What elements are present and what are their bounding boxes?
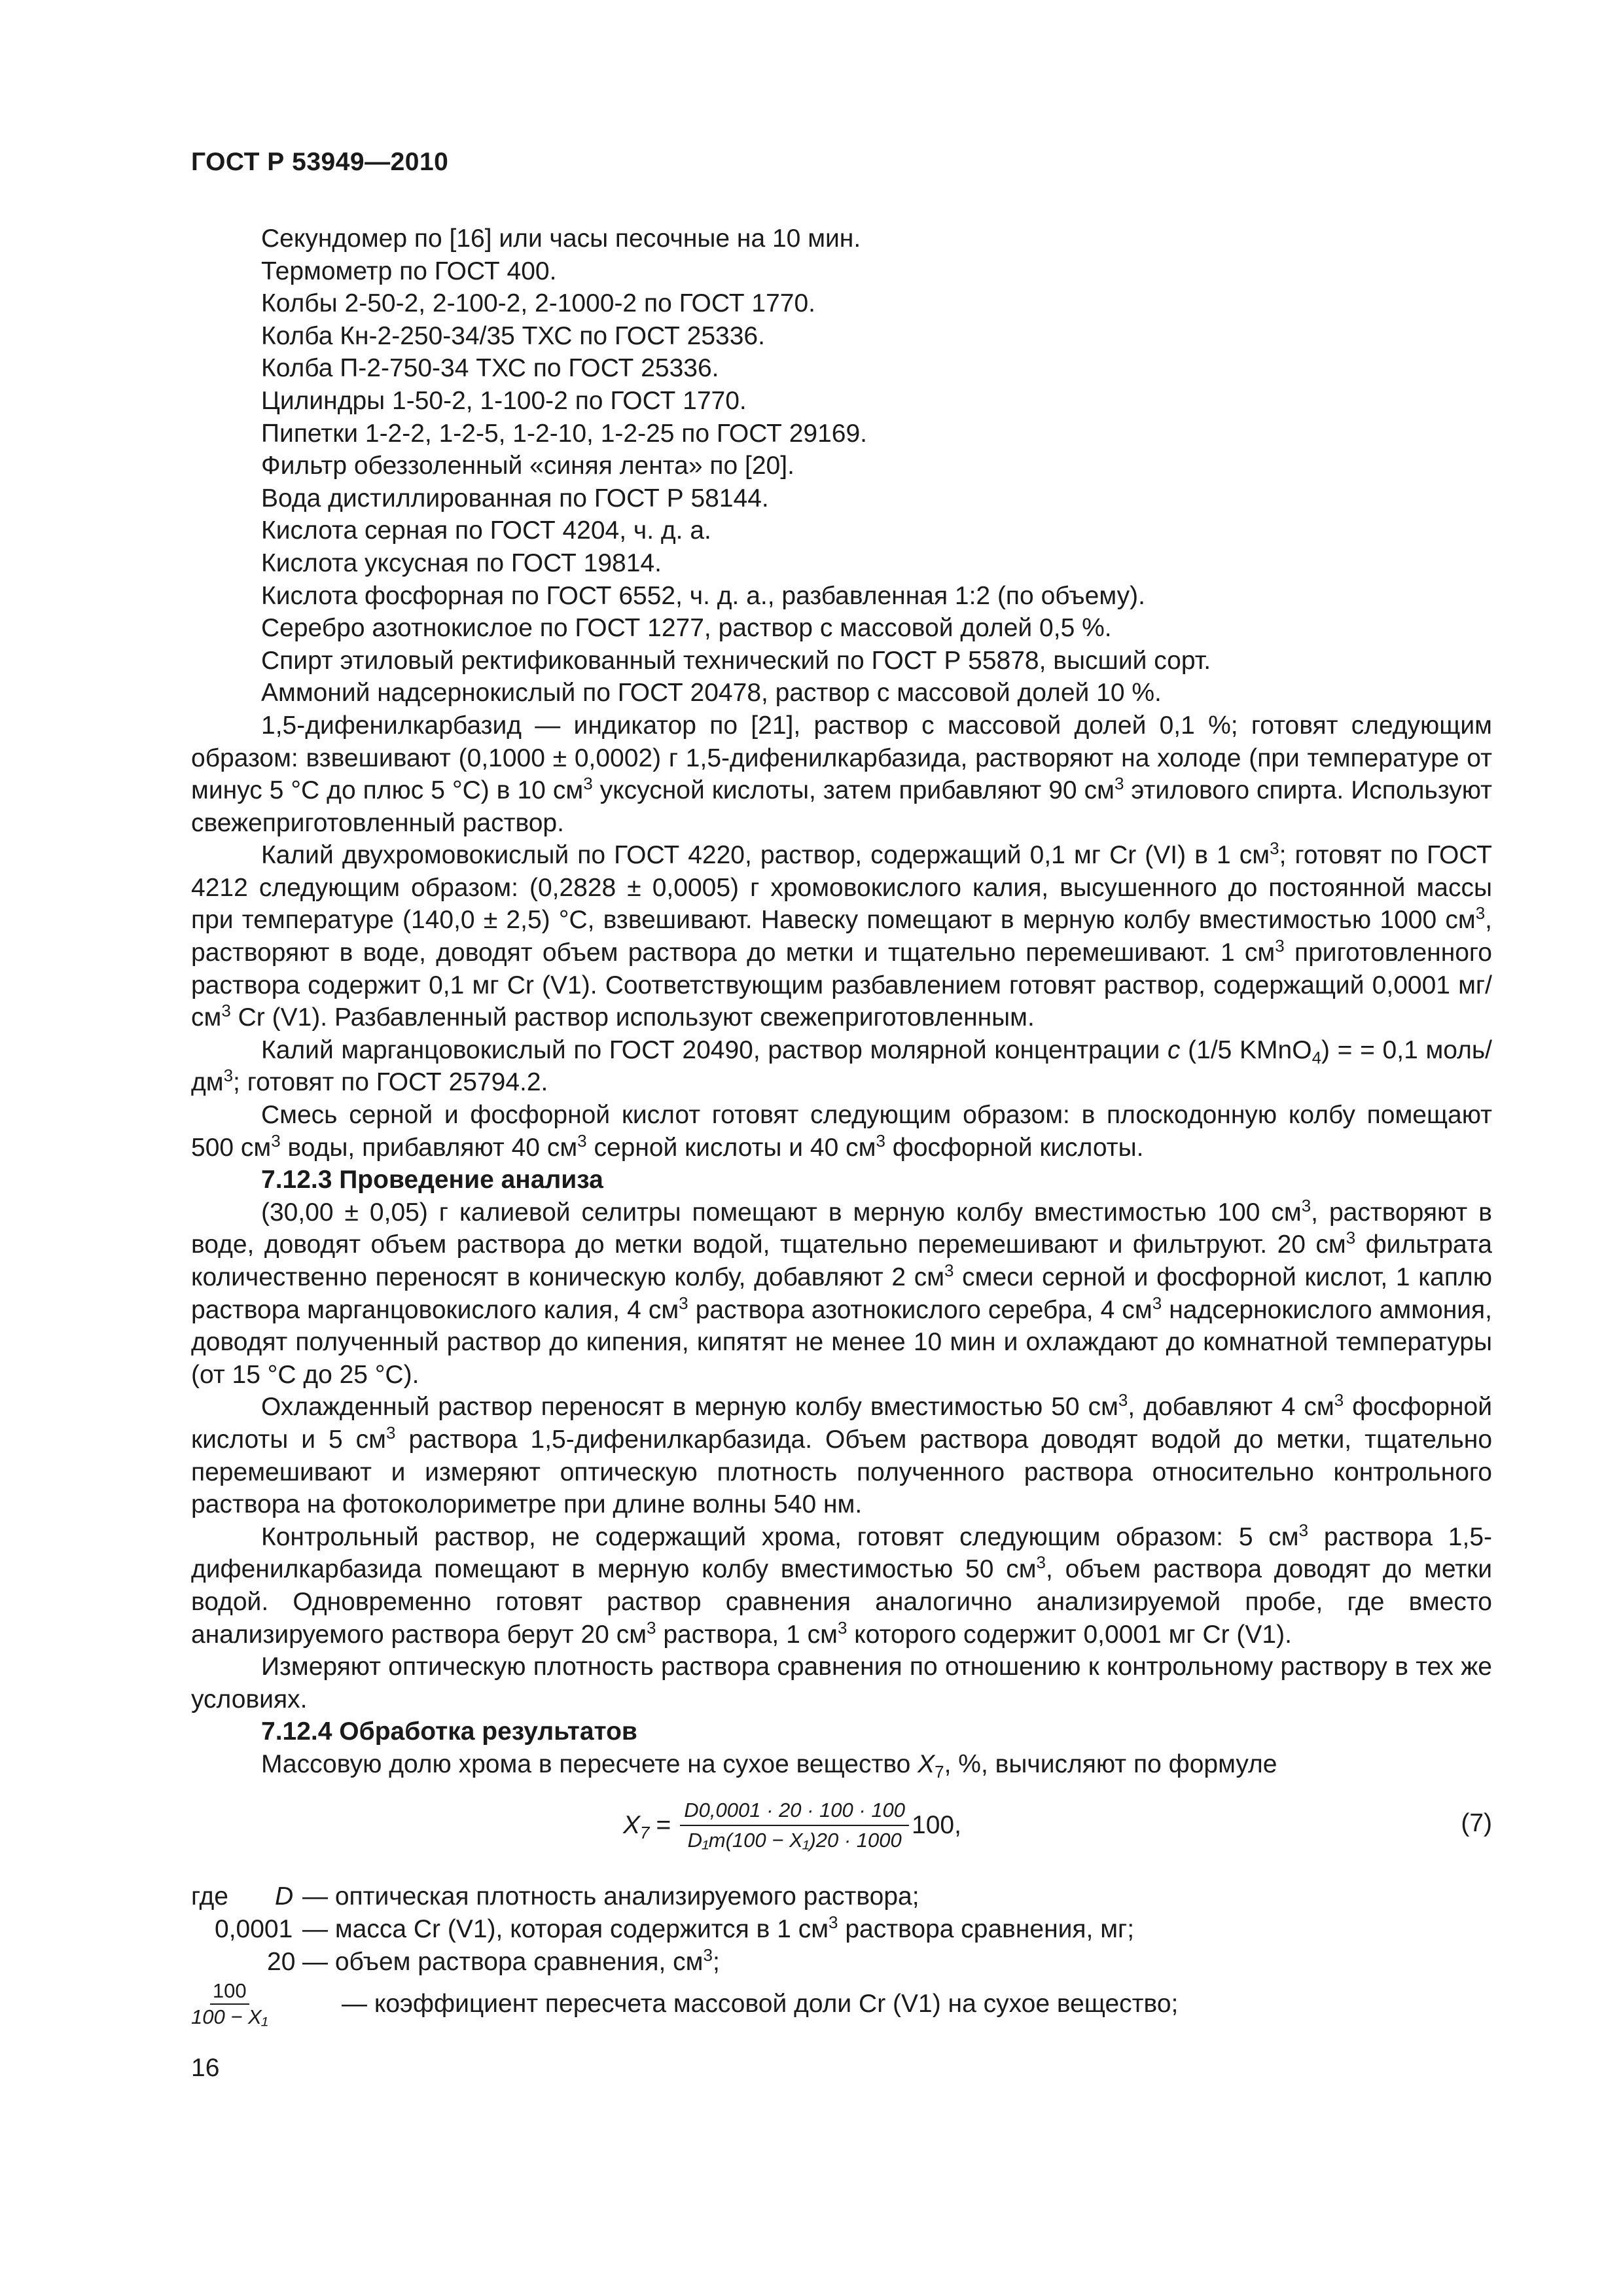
legend-fraction-denominator: 100 − X₁ (191, 2005, 268, 2028)
permanganate-paragraph: Калий марганцовокислый по ГОСТ 20490, раствор молярной концентрации c (1/5 KMnO$_4$) = = 0,1 моль/$дм^3$; готовят по ГОСТ 25794.2. (191, 1035, 1492, 1097)
acid-mixture-paragraph: Смесь серной и фосфорной кислот готовят следующим образом: в плоскодонную колбу помещают 500 $см^3$ воды, прибавляют 40 $см^3$ серной кислоты и 40 $см^3$ фосфорной кислоты. (191, 1101, 1492, 1162)
analysis-paragraph-3: Контрольный раствор, не содержащий хрома, готовят следующим образом: 5 $см^3$ раствора 1,5-дифенилкарбазида помещают в мерную колбу вместимостью 50 $см^3$, объем раствора доводят до метки водой. Одновременно готовят раствор сравнения аналогично анализируемой пробе, где вместо анализируемого раствора берут 20 $см^3$ раствора, 1 $см^3$ которого содержит 0,0001 мг Cr (V1). (191, 1520, 1492, 1649)
calculation-intro: Массовую долю хрома в пересчете на сухое вещество $X_7$, %, вычисляют по формуле (261, 1749, 1277, 1782)
legend-description: — объем раствора сравнения, $см^3$; (302, 1945, 720, 1976)
section-heading-7-12-4: 7.12.4 Обработка результатов (261, 1717, 637, 1746)
list-item: Кислота фосфорная по ГОСТ 6552, ч. д. а., разбавленная 1:2 (по объему). (261, 581, 1145, 610)
list-item: Вода дистиллированная по ГОСТ Р 58144. (261, 484, 769, 512)
legend-fraction (191, 1979, 268, 2030)
list-item: Спирт этиловый ректификованный технический по ГОСТ Р 55878, высший сорт. (261, 646, 1211, 675)
formula-expression (623, 1789, 961, 1861)
list-item: Пипетки 1-2-2, 1-2-5, 1-2-10, 1-2-25 по ГОСТ 29169. (261, 419, 868, 448)
legend-row (191, 1913, 1492, 1946)
legend-description: — масса Cr (V1), которая содержится в 1 $см^3$ раствора сравнения, мг; (302, 1912, 1135, 1943)
legend-row (191, 1946, 1492, 1979)
analysis-paragraph-4: Измеряют оптическую плотность раствора сравнения по отношению к контрольному раствору в тех же условиях. (191, 1653, 1492, 1713)
formula-denominator: D₁m(100 − X₁)20 · 1000 (687, 1829, 902, 1852)
legend-fraction-numerator: 100 (210, 1979, 249, 2005)
formula-tail: 100, (912, 1811, 961, 1839)
variable-legend (191, 1880, 1492, 2032)
formula-lhs: $X_7$ (623, 1811, 650, 1842)
list-item: Аммоний надсернокислый по ГОСТ 20478, раствор с массовой долей 10 %. (261, 679, 1162, 708)
where-label: где (191, 1882, 228, 1910)
list-item: Колба Кн-2-250-34/35 ТХС по ГОСТ 25336. (261, 321, 765, 350)
list-item: Цилиндры 1-50-2, 1-100-2 по ГОСТ 1770. (261, 386, 747, 415)
document-body (191, 223, 1492, 1781)
page-number: 16 (191, 2054, 220, 2082)
legend-symbol: D (275, 1882, 294, 1910)
list-item: Колбы 2-50-2, 2-100-2, 2-1000-2 по ГОСТ 1770. (261, 289, 815, 318)
analysis-paragraph-2: Охлажденный раствор переносят в мерную колбу вместимостью 50 $см^3$, добавляют 4 $см^3$ фосфорной кислоты и 5 $см^3$ раствора 1,5-дифенилкарбазида. Объем раствора доводят водой до метки, тщательно перемешивают и измеряют оптическую плотность полученного раствора относительно контрольного раствора на фотоколориметре при длине волны 540 нм. (191, 1390, 1493, 1519)
legend-symbol: 20 (267, 1948, 296, 1976)
equation-number: (7) (1461, 1809, 1492, 1837)
formula-equals: = (656, 1811, 671, 1839)
legend-description: — оптическая плотность анализируемого раствора; (302, 1882, 919, 1910)
diphenylcarbazide-paragraph: 1,5-дифенилкарбазид — индикатор по [21], раствор с массовой долей 0,1 %; готовят следующим образом: взвешивают (0,1000 ± 0,0002) г 1,5-дифенилкарбазида, растворяют на холоде (при температуре от минус 5 °С до плюс 5 °С) в 10 $см^3$ уксусной кислоты, затем прибавляют 90 $см^3$ этилового спирта. Используют свежеприготовленный раствор. (191, 711, 1492, 837)
legend-symbol: 0,0001 (215, 1915, 293, 1943)
formula-fraction (680, 1799, 909, 1852)
list-item: Колба П-2-750-34 ТХС по ГОСТ 25336. (261, 354, 719, 383)
analysis-paragraph-1: (30,00 ± 0,05) г калиевой селитры помещают в мерную колбу вместимостью 100 $см^3$, растворяют в воде, доводят объем раствора до метки водой, тщательно перемешивают и фильтруют. 20 $см^3$ фильтрата количественно переносят в коническую колбу, добавляют 2 $см^3$ смеси серной и фосфорной кислот, 1 каплю раствора марганцовокислого калия, 4 $см^3$ раствора азотнокислого серебра, 4 $см^3$ надсернокислого аммония, доводят полученный раствор до кипения, кипятят не менее 10 мин и охлаждают до комнатной температуры (от 15 °С до 25 °С). (191, 1195, 1492, 1389)
legend-description: — коэффициент пересчета массовой доли Cr (V1) на сухое вещество; (342, 1990, 1179, 2018)
list-item: Кислота серная по ГОСТ 4204, ч. д. а. (261, 516, 711, 545)
list-item: Фильтр обеззоленный «синяя лента» по [20]. (261, 452, 794, 480)
dichromate-paragraph: Калий двухромовокислый по ГОСТ 4220, раствор, содержащий 0,1 мг Cr (VI) в 1 $см^3$; готовят по ГОСТ 4212 следующим образом: (0,2828 ± 0,0005) г хромовокислого калия, высушенного до постоянной массы при температуре (140,0 ± 2,5) °С, взвешивают. Навеску помещают в мерную колбу вместимостью 1000 $см^3$, растворяют в воде, доводят объем раствора до метки и тщательно перемешивают. 1 $см^3$ приготовленного раствора содержит 0,1 мг Cr (V1). Соответствующим разбавлением готовят раствор, содержащий 0,0001 $мг/см^3$ Cr (V1). Разбавленный раствор используют свежеприготовленным. (191, 838, 1492, 1032)
formula-7 (191, 1789, 1492, 1861)
document-header: ГОСТ Р 53949—2010 (191, 148, 449, 176)
list-item: Термометр по ГОСТ 400. (261, 257, 557, 285)
legend-row (191, 1979, 1492, 2032)
formula-numerator: D0,0001 · 20 · 100 · 100 (680, 1799, 909, 1826)
list-item: Серебро азотнокислое по ГОСТ 1277, раствор с массовой долей 0,5 %. (261, 614, 1112, 643)
list-item: Кислота уксусная по ГОСТ 19814. (261, 548, 662, 577)
legend-row (191, 1880, 1492, 1913)
list-item: Секундомер по [16] или часы песочные на 10 мин. (261, 224, 861, 253)
section-heading-7-12-3: 7.12.3 Проведение анализа (261, 1166, 603, 1194)
